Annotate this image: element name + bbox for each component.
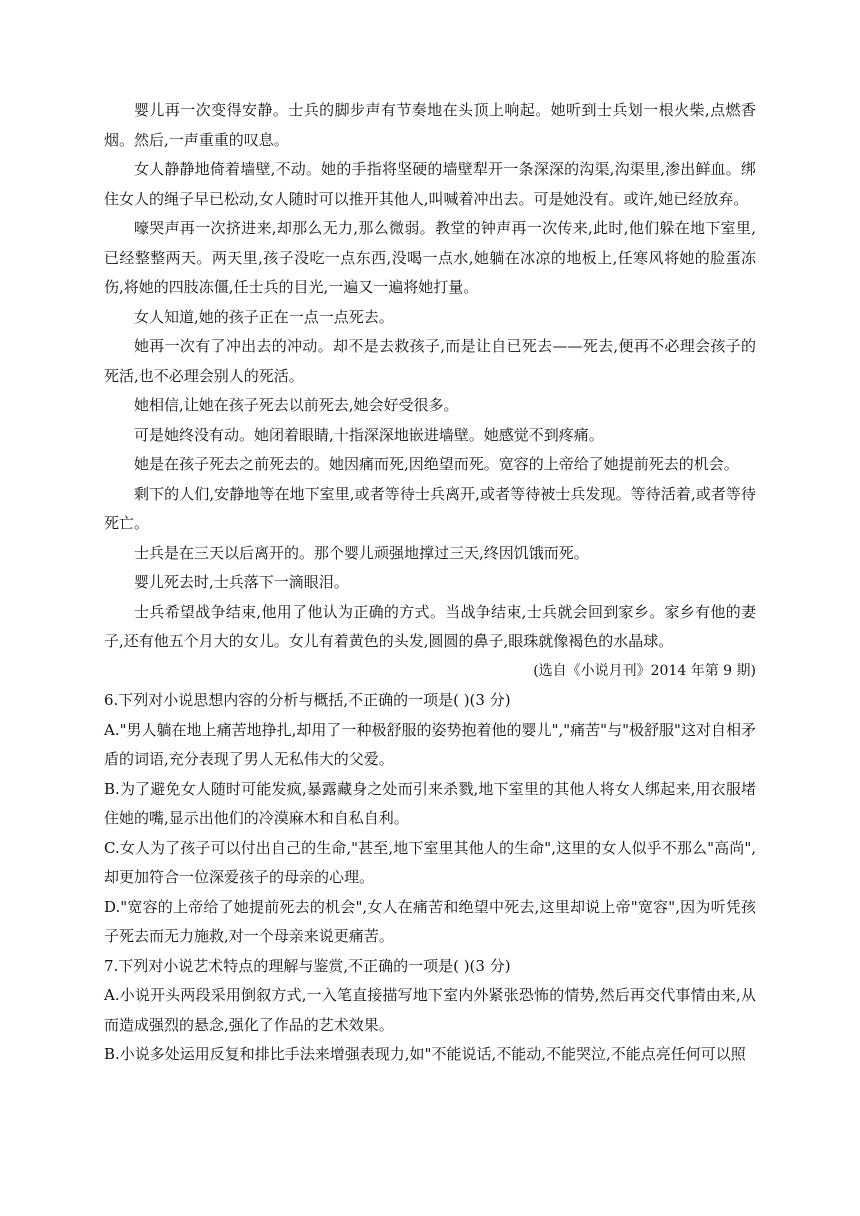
question-stem: 7.下列对小说艺术特点的理解与鉴赏,不正确的一项是( )(3 分) [104,956,511,975]
option-a: A.小说开头两段采用倒叙方式,一入笔直接描写地下室内外紧张恐怖的情势,然后再交代事情由来,从而造成强烈的悬念,强化了作品的艺术效果。 [104,986,756,1034]
option-a: A."男人躺在地上痛苦地挣扎,却用了一种极舒服的姿势抱着他的婴儿","痛苦"与"极舒服"这对自相矛盾的词语,充分表现了男人无私伟大的父爱。 [104,720,756,768]
option-c: C.女人为了孩子可以付出自己的生命,"甚至,地下室里其他人的生命",这里的女人似乎不那么"高尚",却更加符合一位深爱孩子的母亲的心理。 [104,838,756,886]
option-b: B.小说多处运用反复和排比手法来增强表现力,如"不能说话,不能动,不能哭泣,不能点亮任何可以照 [104,1045,746,1063]
story-text [104,96,756,686]
story-paragraph: 她相信,让她在孩子死去以前死去,她会好受很多。 [134,396,459,414]
option-d: D."宽容的上帝给了她提前死去的机会",女人在痛苦和绝望中死去,这里却说上帝"宽容",因为听凭孩子死去而无力施救,对一个母亲来说更痛苦。 [104,897,756,945]
question-6 [104,686,756,952]
question-7 [104,952,756,1070]
option-b: B.为了避免女人随时可能发疯,暴露藏身之处而引来杀戮,地下室里的其他人将女人绑起来,用衣服堵住她的嘴,显示出他们的冷漠麻木和自私自利。 [104,779,756,827]
document-page [104,96,756,1070]
story-paragraph: 可是她终没有动。她闭着眼睛,十指深深地嵌进墙壁。她感觉不到疼痛。 [134,425,604,444]
story-paragraph: 她再一次有了冲出去的冲动。却不是去救孩子,而是让自已死去——死去,便再不必理会孩子的死活,也不必理会别人的死活。 [104,337,756,385]
story-paragraph: 女人知道,她的孩子正在一点一点死去。 [134,307,394,326]
question-stem: 6.下列对小说思想内容的分析与概括,不正确的一项是( )(3 分) [104,691,511,709]
story-paragraph: 嚎哭声再一次挤进来,却那么无力,那么微弱。教堂的钟声再一次传来,此时,他们躲在地下室里,已经整整两天。两天里,孩子没吃一点东西,没喝一点水,她躺在冰凉的地板上,任寒风将她的脸蛋冻伤,将她的四肢冻僵,任士兵的目光,一遍又一遍将她打量。 [104,219,756,296]
story-paragraph: 婴儿死去时,士兵落下一滴眼泪。 [134,573,349,591]
story-paragraph: 剩下的人们,安静地等在地下室里,或者等待士兵离开,或者等待被士兵发现。等待活着,或者等待死亡。 [104,484,756,532]
story-paragraph: 士兵是在三天以后离开的。那个婴儿顽强地撑过三天,终因饥饿而死。 [134,543,589,562]
story-paragraph: 她是在孩子死去之前死去的。她因痛而死,因绝望而死。宽容的上帝给了她提前死去的机会。 [134,455,739,473]
story-paragraph: 女人静静地倚着墙壁,不动。她的手指将坚硬的墙壁犁开一条深深的沟渠,沟渠里,渗出鲜血。绑住女人的绳子早已松动,女人随时可以推开其他人,叫喊着冲出去。可是她没有。或许,她已经放弃。 [104,160,756,208]
story-source: (选自《小说月刊》2014 年第 9 期) [533,662,756,679]
story-paragraph: 士兵希望战争结束,他用了他认为正确的方式。当战争结束,士兵就会回到家乡。家乡有他的妻子,还有他五个月大的女儿。女儿有着黄色的头发,圆圆的鼻子,眼珠就像褐色的水晶球。 [104,602,756,650]
story-paragraph: 婴儿再一次变得安静。士兵的脚步声有节奏地在头顶上响起。她听到士兵划一根火柴,点燃香烟。然后,一声重重的叹息。 [104,101,756,149]
